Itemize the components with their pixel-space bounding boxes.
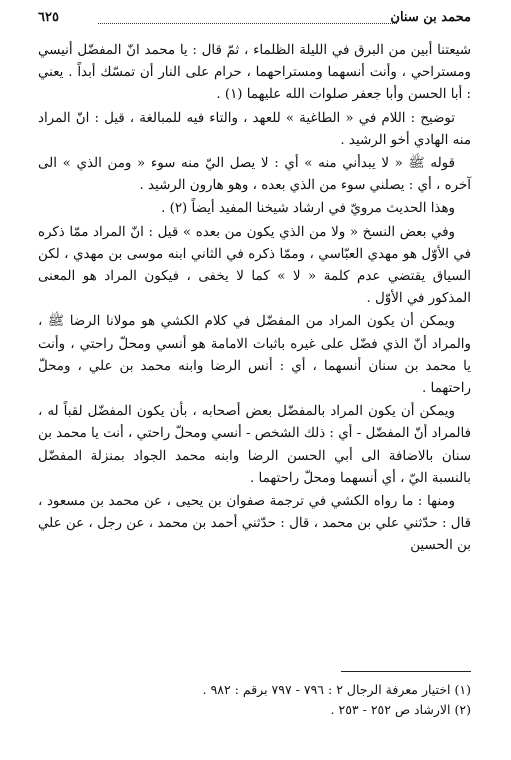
running-header xyxy=(38,10,471,32)
paragraph-3: قوله ﷺ « لا يبدأني منه » أي : لا يصل اليّ منه سوء « ومن الذي » الى آخره ، أي : يصلني سوء من الذي بعده ، وهو هارون الرشيد . xyxy=(38,156,471,194)
header-title: محمد بن سنان xyxy=(390,10,471,25)
footnotes xyxy=(38,680,471,720)
main-text xyxy=(38,40,471,559)
footnote-2: (٢) الارشاد ص ٢٥٢ - ٢٥٣ . xyxy=(330,702,471,717)
footnote-1: (١) اختيار معرفة الرجال ٢ : ٧٩٦ - ٧٩٧ برقم : ٩٨٢ . xyxy=(202,682,471,697)
header-dot-leader xyxy=(98,13,397,24)
paragraph-1: شيعتنا أبين من البرق في الليلة الظلماء ، ثمّ قال : يا محمد انّ المفضّل أنيسي ومستراحي ، وأنت أنسهما ومستراحهما ، حرام على النار أن تمسّك أبداً . يعني : أبا الحسن وأبا جعفر صلوات الله عليهما (١) . xyxy=(38,43,471,103)
page-number: ٦٢٥ xyxy=(38,10,59,25)
paragraph-7: ويمكن أن يكون المراد بالمفضّل بعض أصحابه ، بأن يكون المفضّل لقباً له ، فالمراد أنّ المفضّل - أي : ذلك الشخص - أنسي ومحلّ راحتي ، أنت يا محمد بن سنان بالاضافة الى أبي الحسن الرضا وابنه محمد الجواد بمنزلة المفضّل بالنسبة اليّ ، أي أنسهما ومحلّ راحتهما . xyxy=(38,404,471,486)
paragraph-2: توضيح : اللام في « الطاغية » للعهد ، والتاء فيه للمبالغة ، قيل : انّ المراد منه الهادي أخو الرشيد . xyxy=(38,110,471,148)
paragraph-5: وفي بعض النسخ « ولا من الذي يكون من بعده » قيل : انّ المراد ممّا ذكره في الأوّل هو مهدي العبّاسي ، وممّا ذكره في الثاني ابنه موسى بن مهدي ، لكن السياق يقتضي عدم كلمة « لا » كما لا يخفى ، فيكون المراد هو المعنى المذكور في الأوّل . xyxy=(38,224,471,307)
paragraph-8: ومنها : ما رواه الكشي في ترجمة صفوان بن يحيى ، عن محمد بن مسعود ، قال : حدّثني علي بن محمد ، قال : حدّثني أحمد بن محمد ، عن رجل ، عن علي بن الحسين xyxy=(38,494,471,554)
footnote-divider xyxy=(341,671,471,672)
paragraph-6: ويمكن أن يكون المراد من المفضّل في كلام الكشي هو مولانا الرضا ﷺ ، والمراد أنّ الذي فضّل على غيره باثبات الامامة هو أنسي ومحلّ راحتي ، وأنت يا محمد بن سنان أنسهما ، أي : أنس الرضا وابنه محمد بن علي ، ومحلّ راحتهما . xyxy=(38,314,471,397)
paragraph-4: وهذا الحديث مرويّ في ارشاد شيخنا المفيد أيضاً (٢) . xyxy=(161,201,455,217)
